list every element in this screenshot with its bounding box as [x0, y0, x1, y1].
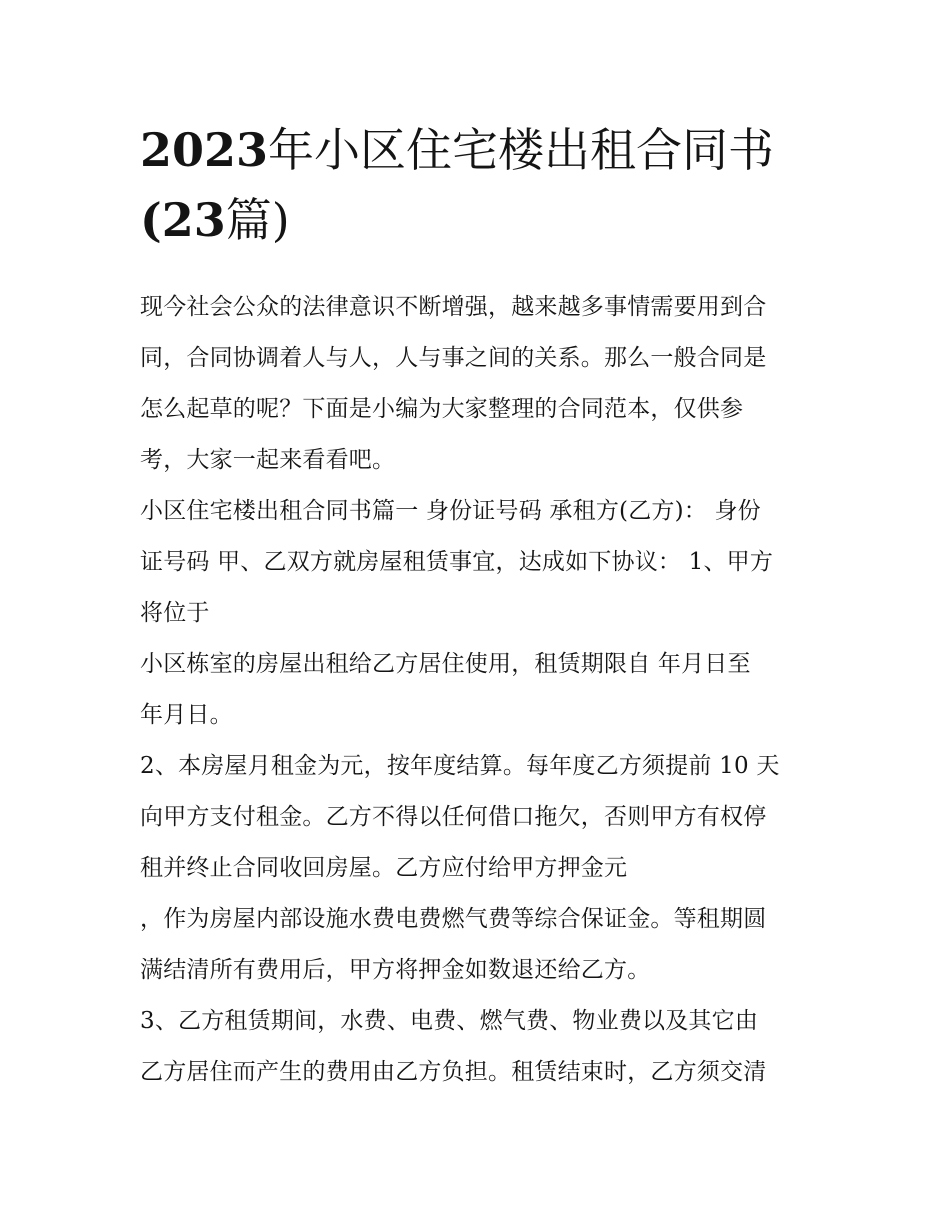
body-line: 年月日。 [140, 702, 233, 728]
body-line: 现今社会公众的法律意识不断增强，越来越多事情需要用到合 [140, 294, 767, 320]
body-line: 3、乙方租赁期间，水费、电费、燃气费、物业费以及其它由 [140, 1008, 759, 1034]
body-line: 小区栋室的房屋出租给乙方居住使用，租赁期限自 年月日至 [140, 651, 751, 677]
title-line-2 [140, 185, 820, 255]
document-title [140, 115, 820, 255]
body-line: 证号码 甲、乙双方就房屋租赁事宜，达成如下协议： 1、甲方 [140, 549, 774, 575]
body-line: 满结清所有费用后，甲方将押金如数退还给乙方。 [140, 957, 651, 983]
body-line: ，作为房屋内部设施水费电费燃气费等综合保证金。等租期圆 [140, 906, 767, 932]
body-line: 将位于 [140, 600, 210, 626]
body-line: 乙方居住而产生的费用由乙方负担。租赁结束时，乙方须交清 [140, 1059, 767, 1085]
title-line-1 [140, 115, 820, 185]
document-body [140, 282, 820, 1098]
title-text-1: 年小区住宅楼出租合同书 [268, 123, 775, 177]
body-line: 怎么起草的呢？下面是小编为大家整理的合同范本，仅供参 [140, 396, 744, 422]
title-count: (23 [140, 193, 226, 247]
body-line: 2、本房屋月租金为元，按年度结算。每年度乙方须提前 10 天 [140, 753, 780, 779]
body-line: 向甲方支付租金。乙方不得以任何借口拖欠，否则甲方有权停 [140, 804, 767, 830]
body-line: 同，合同协调着人与人，人与事之间的关系。那么一般合同是 [140, 345, 767, 371]
title-text-2: 篇) [225, 193, 290, 247]
body-line: 小区住宅楼出租合同书篇一 身份证号码 承租方(乙方)： 身份 [140, 498, 761, 524]
body-line: 考，大家一起来看看吧。 [140, 447, 396, 473]
body-line: 租并终止合同收回房屋。乙方应付给甲方押金元 [140, 855, 628, 881]
title-year: 2023 [140, 123, 269, 177]
